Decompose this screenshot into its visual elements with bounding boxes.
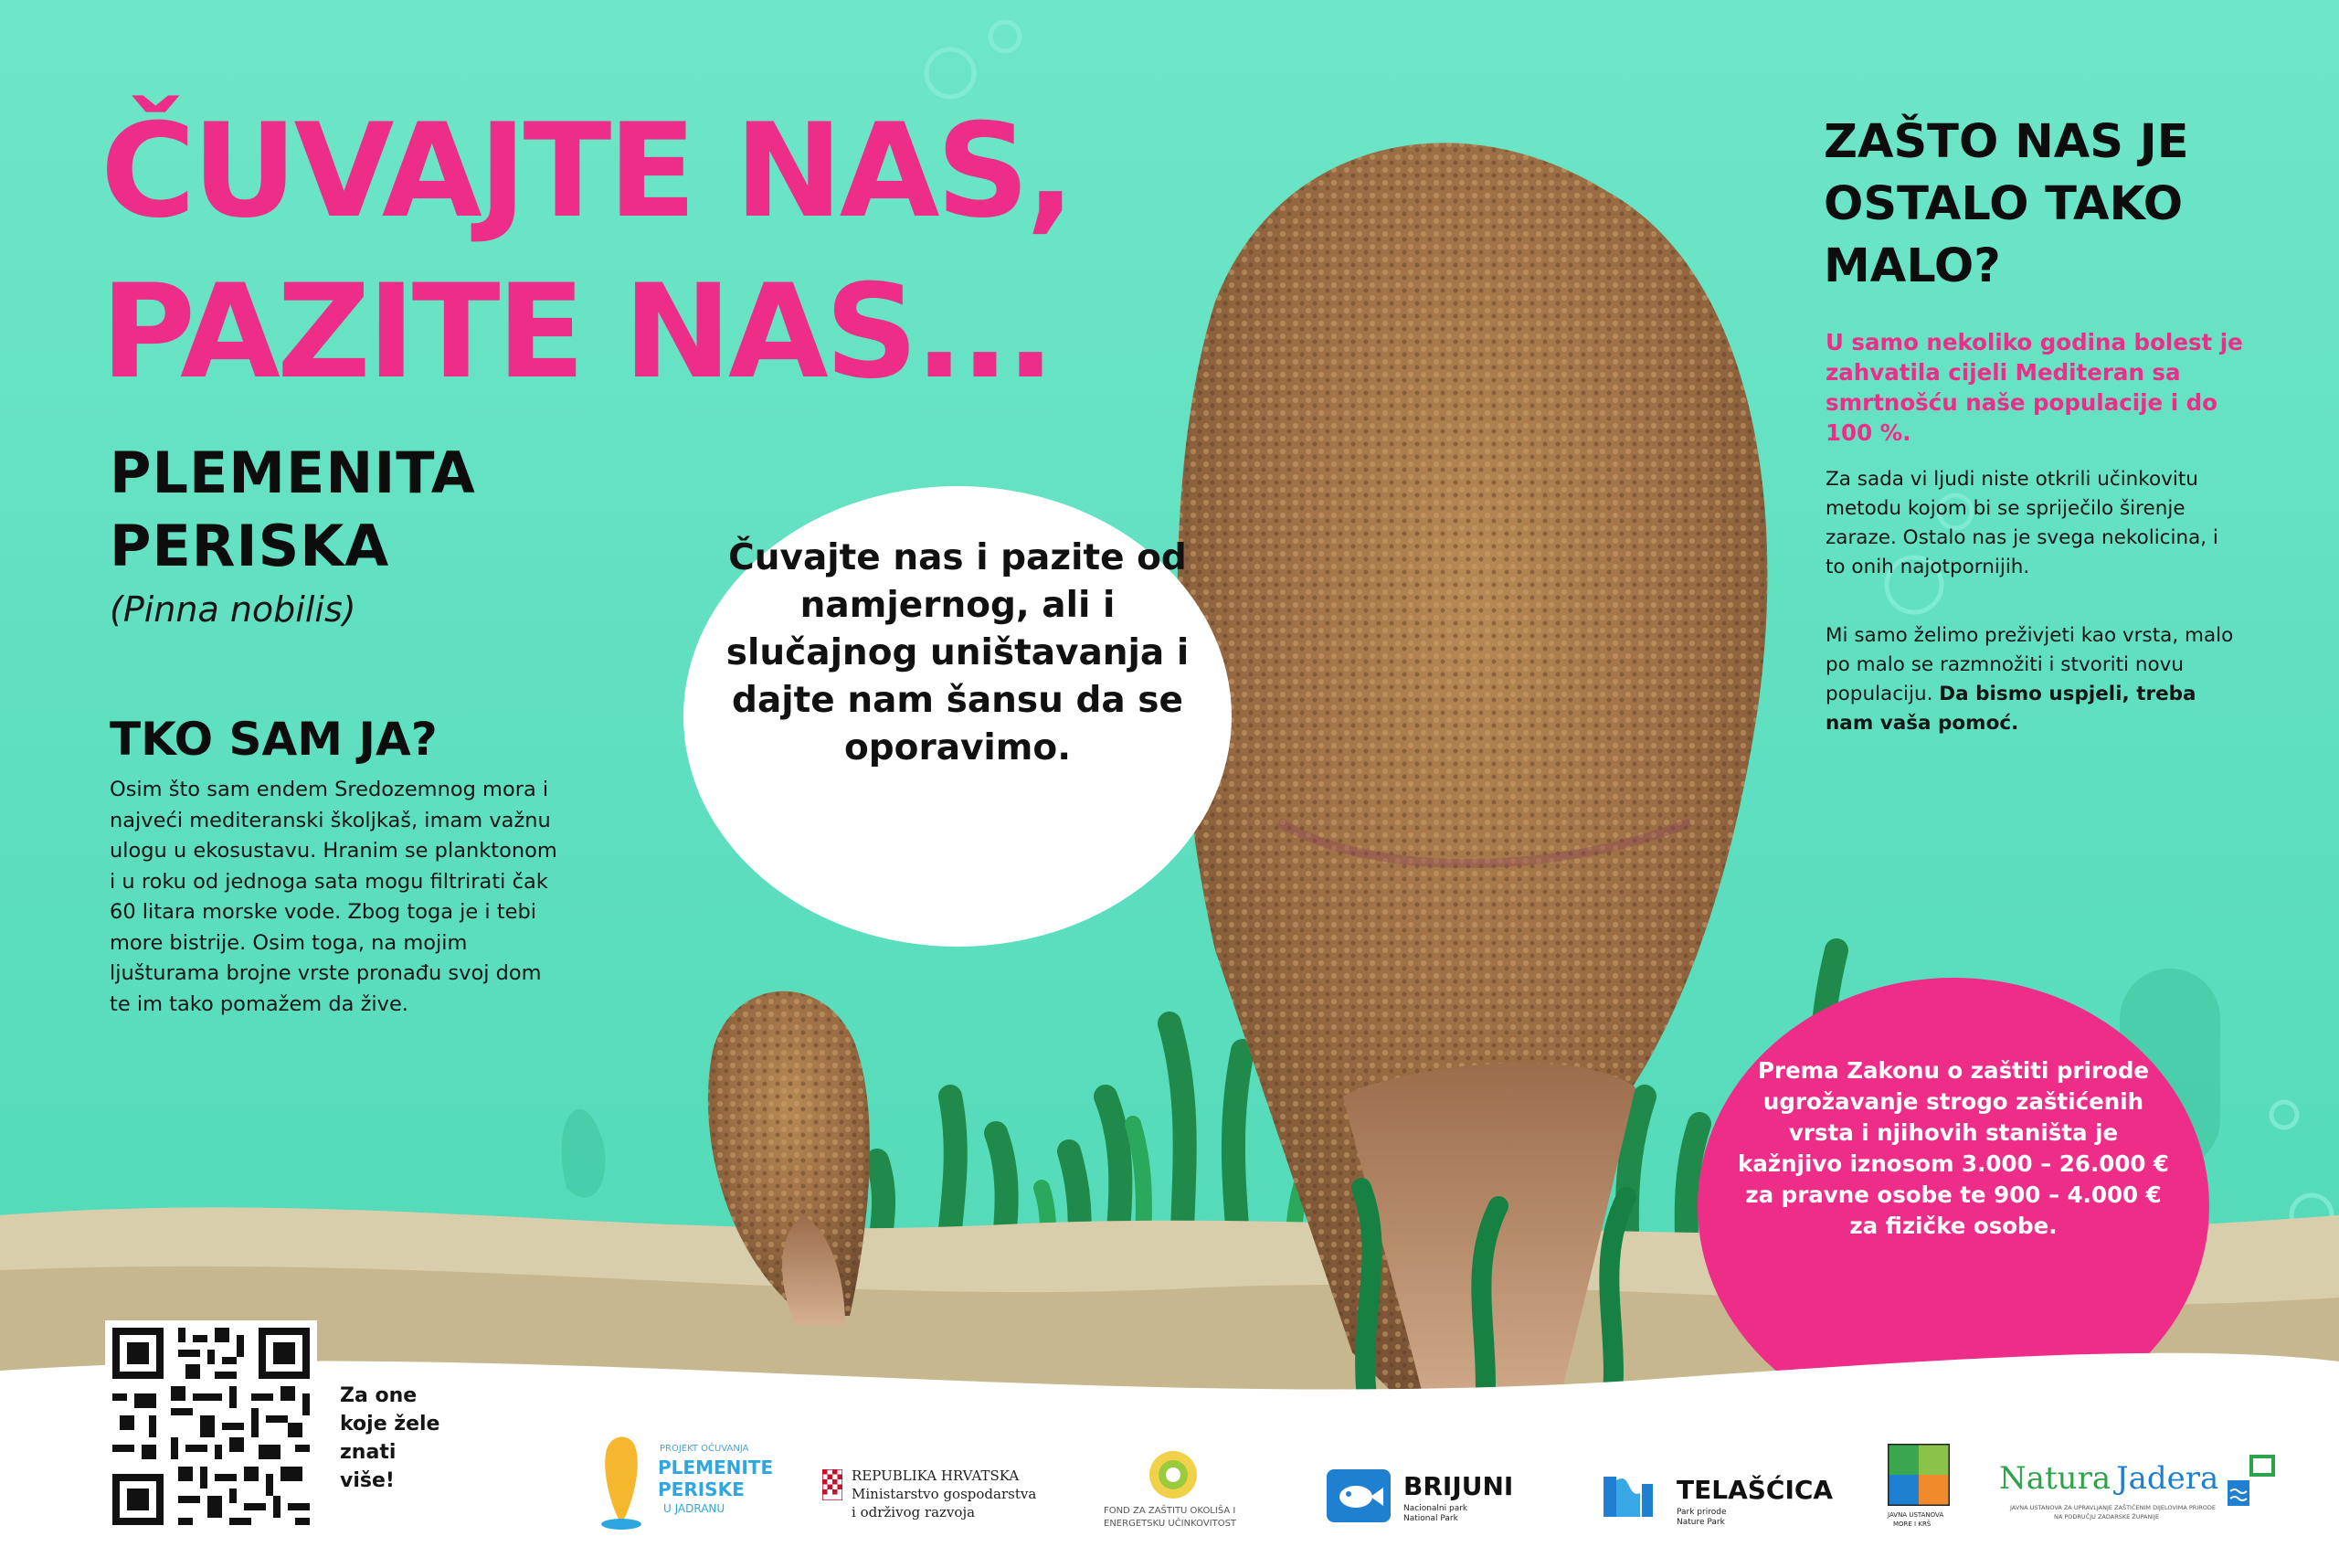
fond-logo-line1: FOND ZA ZAŠTITU OKOLIŠA I <box>1104 1506 1236 1516</box>
logo-telascica <box>1603 1466 1832 1535</box>
species-name-line-2: PERISKA <box>110 513 390 579</box>
headline-line-2: PAZITE NAS... <box>101 257 1052 408</box>
species-name-line-1: PLEMENITA <box>110 440 476 506</box>
logo-fond <box>1104 1449 1286 1541</box>
more-i-krs-icon <box>1888 1444 1950 1506</box>
species-latin-name: (Pinna nobilis) <box>110 589 356 630</box>
projekt-logo-line3: U JADRANU <box>663 1502 725 1515</box>
who-am-i-text: Osim što sam endem Sredozemnog mora i najveći mediteranski školjkaš, imam važnu ulogu u ekosustavu. Hranim se planktonom i u roku od jednoga sata mogu filtrirati čak 60 litara morske vode. Zbog toga je i tebi more bistrije. Osim toga, na mojim ljušturama brojne vrste pronađu svoj dom te im tako pomažem da žive. <box>110 778 557 1016</box>
qr-caption: Za one koje žele znati više! <box>340 1384 440 1492</box>
why-so-few-paragraph-1: Za sada vi ljudi niste otkrili učinkovitu metodu kojom bi se spriječilo širenje zaraze. Ostalo nas je svega nekolicina, i to onih najotpornijih. <box>1826 468 2218 578</box>
projekt-logo-small: PROJEKT OČUVANJA <box>660 1444 749 1454</box>
brijuni-logo-sub1: Nacionalni park <box>1403 1504 1468 1513</box>
logo-brijuni <box>1327 1469 1537 1533</box>
speech-bubble-text: Čuvajte nas i pazite od namjernog, ali i slučajnog uništavanja i dajte nam šansu da se oporavimo. <box>725 537 1190 768</box>
projekt-logo-line2: PERISKE <box>658 1478 745 1500</box>
logo-ministry <box>822 1462 1069 1535</box>
logo-natura-jadera <box>1999 1460 2282 1533</box>
fond-sun-icon <box>1148 1449 1199 1500</box>
telascica-logo-sub1: Park prirode <box>1677 1508 1727 1517</box>
headline <box>101 91 1072 413</box>
species-name <box>110 437 476 583</box>
ministry-logo-line2: Ministarstvo gospodarstva <box>852 1486 1037 1502</box>
natura-logo-name1: Natura <box>1999 1460 2111 1497</box>
telascica-logo-name: TELAŠĆICA <box>1677 1475 1834 1505</box>
natura-logo-name2: Jadera <box>2116 1460 2219 1497</box>
periska-logo-icon <box>594 1433 649 1533</box>
law-notice-text: Prema Zakonu o zaštiti prirode ugrožavanje strogo zaštićenih vrsta i njihovih staništa je kažnjivo iznosom 3.000 – 26.000 € za pravne osobe te 900 – 4.000 € za fizičke osobe. <box>1738 1057 2169 1239</box>
javna-logo-line1: JAVNA USTANOVA <box>1888 1511 1944 1519</box>
telascica-logo-sub2: Nature Park <box>1677 1518 1725 1527</box>
telascica-icon <box>1603 1471 1655 1522</box>
natura-logo-sub2: NA PODRUČJU ZADARSKE ŽUPANIJE <box>2054 1513 2160 1520</box>
projekt-logo-line1: PLEMENITE <box>658 1457 774 1478</box>
who-am-i-title: TKO SAM JA? <box>110 713 438 766</box>
fond-logo-line2: ENERGETSKU UČINKOVITOST <box>1104 1519 1237 1529</box>
logo-javna-ustanova-more-i-krs <box>1882 1444 1964 1539</box>
why-so-few-paragraph-2-text: Mi samo želimo preživjeti kao vrsta, malo po malo se razmnožiti i stvoriti novu populaciju. <box>1826 624 2234 705</box>
ministry-logo-line3: i održivog razvoja <box>852 1504 976 1520</box>
qr-code[interactable] <box>105 1320 317 1532</box>
logo-projekt-plemenite-periske <box>594 1433 774 1533</box>
brijuni-logo-name: BRIJUNI <box>1403 1471 1514 1501</box>
why-so-few-title: ZAŠTO NAS JE OSTALO TAKO MALO? <box>1824 115 2189 293</box>
brijuni-fish-icon <box>1327 1469 1391 1522</box>
javna-logo-line2: MORE I KRŠ <box>1893 1520 1932 1528</box>
croatian-coat-of-arms-icon <box>822 1469 842 1500</box>
brijuni-logo-sub2: National Park <box>1403 1514 1458 1523</box>
natura-logo-sub1: JAVNA USTANOVA ZA UPRAVLJANJE ZAŠTIĆENIM DIJELOVIMA PRIRODE <box>2010 1504 2216 1511</box>
ministry-logo-line1: REPUBLIKA HRVATSKA <box>852 1467 1020 1484</box>
natura-jadera-mark-icon <box>2228 1455 2279 1510</box>
why-so-few-highlight: U samo nekoliko godina bolest je zahvatila cijeli Mediteran sa smrtnošću naše populacije i do 100 %. <box>1826 329 2243 446</box>
headline-line-1: ČUVAJTE NAS, <box>101 96 1072 247</box>
why-so-few-call-to-action: Da bismo uspjeli, treba nam vaša pomoć. <box>1826 683 2196 735</box>
why-so-few-paragraph-2 <box>1826 621 2246 738</box>
